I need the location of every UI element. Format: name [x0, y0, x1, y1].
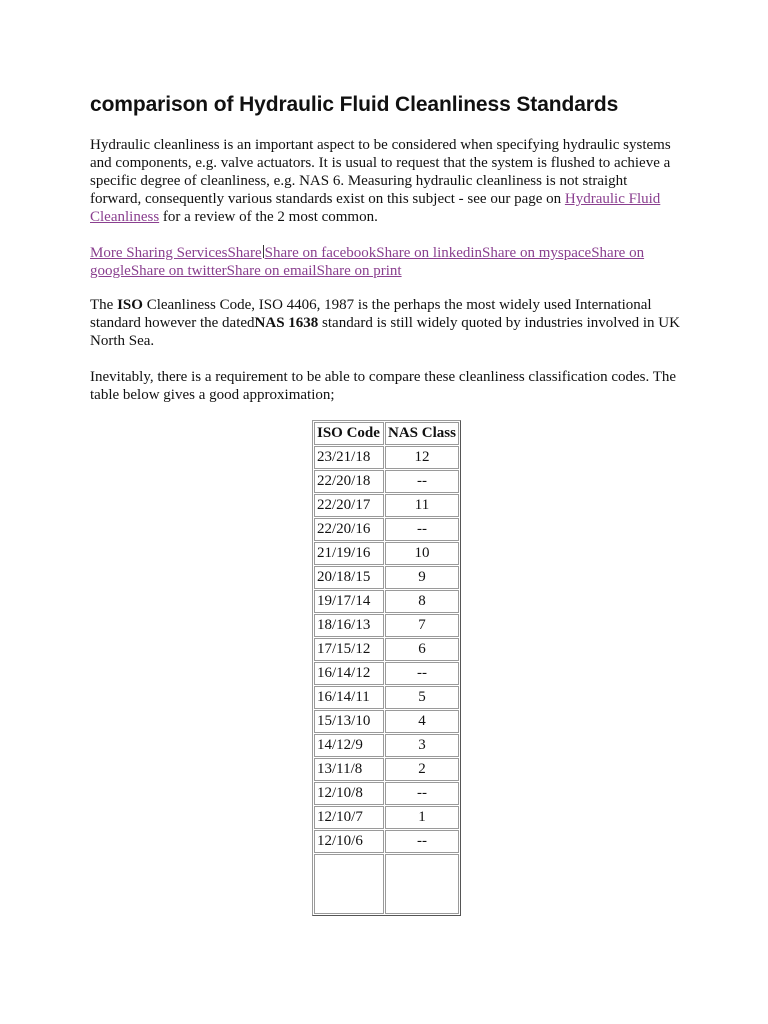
intro-tail: for a review of the 2 most common.: [159, 209, 378, 225]
more-sharing-services-link[interactable]: More Sharing Services: [90, 245, 228, 261]
iso-code-cell: 22/20/17: [314, 494, 384, 517]
iso-code-cell: 20/18/15: [314, 566, 384, 589]
iso-code-cell: 19/17/14: [314, 590, 384, 613]
iso-code-cell: 13/11/8: [314, 758, 384, 781]
table-row: [314, 806, 459, 829]
intro-paragraph: [90, 136, 680, 226]
table-row: [314, 830, 459, 853]
nas-class-cell: 5: [385, 686, 459, 709]
table-row: [314, 710, 459, 733]
share-bar: [90, 244, 680, 280]
table-row: [314, 758, 459, 781]
table-row: [314, 518, 459, 541]
table-row: [314, 494, 459, 517]
nas-class-cell: 2: [385, 758, 459, 781]
nas-class-cell: --: [385, 830, 459, 853]
iso-code-cell: 22/20/18: [314, 470, 384, 493]
iso-nas-paragraph: [90, 296, 680, 350]
table-empty-row: [314, 854, 459, 914]
nas-class-cell: 7: [385, 614, 459, 637]
page-title: comparison of Hydraulic Fluid Cleanliness Standards: [90, 93, 619, 116]
iso-code-cell: 18/16/13: [314, 614, 384, 637]
iso-code-cell: 17/15/12: [314, 638, 384, 661]
comparison-paragraph: Inevitably, there is a requirement to be able to compare these cleanliness classification codes. The table below gives a good approximation;: [90, 369, 677, 403]
iso-code-cell: 12/10/8: [314, 782, 384, 805]
table-row: [314, 446, 459, 469]
nas-class-cell: 9: [385, 566, 459, 589]
header-iso-code: ISO Code: [314, 422, 384, 445]
share-separator: [263, 245, 264, 258]
nas-class-cell: 12: [385, 446, 459, 469]
table-row: [314, 614, 459, 637]
nas-class-cell: --: [385, 518, 459, 541]
comparison-table-wrapper: [312, 420, 461, 916]
nas-class-cell: 8: [385, 590, 459, 613]
para2-text-3: standard is still widely quoted by industries involved in UK North Sea.: [90, 315, 680, 349]
hydraulic-fluid-cleanliness-link[interactable]: Hydraulic Fluid Cleanliness: [90, 191, 661, 225]
table-row: [314, 686, 459, 709]
iso-code-cell: 15/13/10: [314, 710, 384, 733]
table-body: [314, 446, 459, 914]
iso-code-cell: 23/21/18: [314, 446, 384, 469]
table-row: [314, 662, 459, 685]
share-on-links[interactable]: Share on facebookShare on linkedinShare on myspaceShare on googleShare on twitterShare on emailShare on print: [90, 245, 645, 279]
nas-class-cell: --: [385, 662, 459, 685]
iso-code-cell: 12/10/7: [314, 806, 384, 829]
table-row: [314, 638, 459, 661]
nas-class-cell: 4: [385, 710, 459, 733]
nas-class-cell: 11: [385, 494, 459, 517]
iso-code-cell: 16/14/12: [314, 662, 384, 685]
empty-cell-iso: [314, 854, 384, 914]
iso-code-cell: 14/12/9: [314, 734, 384, 757]
nas-1638-bold: NAS 1638: [254, 315, 319, 331]
para2-text-1: The: [90, 297, 118, 313]
table-row: [314, 542, 459, 565]
iso-bold: ISO: [117, 297, 143, 313]
nas-class-cell: 10: [385, 542, 459, 565]
table-row: [314, 782, 459, 805]
table-row: [314, 734, 459, 757]
nas-class-cell: 3: [385, 734, 459, 757]
empty-cell-nas: [385, 854, 459, 914]
iso-code-cell: 22/20/16: [314, 518, 384, 541]
table-header-row: [314, 422, 459, 445]
iso-code-cell: 12/10/6: [314, 830, 384, 853]
header-nas-class: NAS Class: [385, 422, 459, 445]
table-row: [314, 470, 459, 493]
iso-code-cell: 21/19/16: [314, 542, 384, 565]
intro-text: Hydraulic cleanliness is an important aspect to be considered when specifying hydraulic systems and components, e.g. valve actuators. It is usual to request that the system is flushed to achieve a specific degree of cleanliness, e.g. NAS 6. Measuring hydraulic cleanliness is not straight forward, consequently various standards exist on this subject - see our page on: [90, 137, 671, 207]
para2-text-2: Cleanliness Code, ISO 4406, 1987 is the perhaps the most widely used International standard however the dated: [90, 297, 652, 331]
nas-class-cell: 1: [385, 806, 459, 829]
table-row: [314, 590, 459, 613]
iso-nas-comparison-table: [312, 420, 461, 916]
nas-class-cell: 6: [385, 638, 459, 661]
table-row: [314, 566, 459, 589]
share-link[interactable]: Share: [227, 245, 262, 261]
nas-class-cell: --: [385, 782, 459, 805]
nas-class-cell: --: [385, 470, 459, 493]
iso-code-cell: 16/14/11: [314, 686, 384, 709]
